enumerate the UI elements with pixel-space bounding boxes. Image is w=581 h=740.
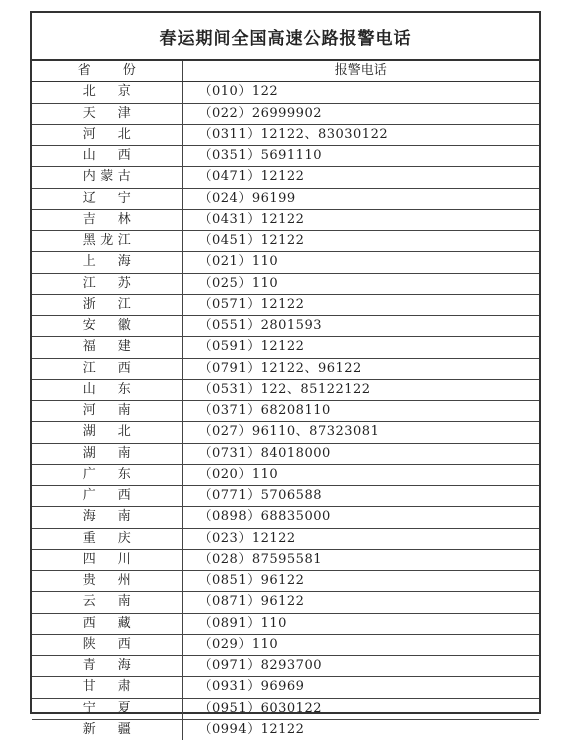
table-row (32, 613, 539, 634)
province-cell (32, 507, 182, 528)
province-cell (32, 719, 182, 740)
province-cell (32, 571, 182, 592)
table-header-row (32, 61, 539, 82)
province-name: 新 疆 (82, 721, 131, 737)
phone-cell: （0591）12122 (182, 337, 539, 358)
province-name: 吉 林 (82, 211, 131, 227)
phone-cell: （0791）12122、96122 (182, 358, 539, 379)
table-row (32, 316, 539, 337)
table-row (32, 273, 539, 294)
table-row (32, 146, 539, 167)
province-cell (32, 634, 182, 655)
table-row (32, 528, 539, 549)
table-row (32, 592, 539, 613)
province-name: 黑龙江 (82, 233, 131, 249)
phone-cell: （029）110 (182, 634, 539, 655)
phone-table-document (30, 11, 541, 737)
table-row (32, 698, 539, 719)
phone-cell: （0571）12122 (182, 294, 539, 315)
table-row (32, 571, 539, 592)
table-row (32, 634, 539, 655)
province-name: 湖 北 (82, 424, 131, 440)
province-name: 安 徽 (82, 318, 131, 334)
province-cell (32, 443, 182, 464)
province-name: 河 北 (82, 126, 131, 142)
province-cell (32, 379, 182, 400)
phone-cell: （0951）6030122 (182, 698, 539, 719)
page-title: 春运期间全国高速公路报警电话 (32, 13, 539, 61)
phone-cell: （0771）5706588 (182, 486, 539, 507)
province-cell (32, 422, 182, 443)
province-name: 海 南 (82, 509, 131, 525)
table-row (32, 103, 539, 124)
province-cell (32, 316, 182, 337)
table-row (32, 677, 539, 698)
province-name: 天 津 (82, 105, 131, 121)
phone-cell: （0311）12122、83030122 (182, 124, 539, 145)
table-row (32, 337, 539, 358)
province-cell (32, 528, 182, 549)
province-cell (32, 167, 182, 188)
phone-cell: （0471）12122 (182, 167, 539, 188)
phone-cell: （0351）5691110 (182, 146, 539, 167)
table-row (32, 464, 539, 485)
table-row (32, 443, 539, 464)
table-row (32, 401, 539, 422)
table-row (32, 719, 539, 740)
province-name: 青 海 (82, 658, 131, 674)
phone-cell: （010）122 (182, 82, 539, 103)
phone-cell: （024）96199 (182, 188, 539, 209)
province-cell (32, 401, 182, 422)
table-body (32, 82, 539, 740)
province-name: 江 西 (82, 360, 131, 376)
table-row (32, 209, 539, 230)
province-name: 广 东 (82, 466, 131, 482)
province-name: 甘 肃 (82, 679, 131, 695)
province-name: 山 西 (82, 148, 131, 164)
province-cell (32, 188, 182, 209)
phone-cell: （0551）2801593 (182, 316, 539, 337)
province-name: 广 西 (82, 488, 131, 504)
province-name: 湖 南 (82, 445, 131, 461)
province-cell (32, 358, 182, 379)
province-cell (32, 209, 182, 230)
table-row (32, 188, 539, 209)
phone-cell: （028）87595581 (182, 549, 539, 570)
province-name: 河 南 (82, 403, 131, 419)
phone-cell: （023）12122 (182, 528, 539, 549)
table-row (32, 252, 539, 273)
province-cell (32, 82, 182, 103)
table-row (32, 656, 539, 677)
province-name: 福 建 (82, 339, 131, 355)
province-cell (32, 486, 182, 507)
table-row (32, 124, 539, 145)
province-cell (32, 592, 182, 613)
phone-cell: （0971）8293700 (182, 656, 539, 677)
table-row (32, 422, 539, 443)
province-name: 四 川 (82, 551, 131, 567)
phone-cell: （0731）84018000 (182, 443, 539, 464)
table-row (32, 231, 539, 252)
phone-cell: （0931）96969 (182, 677, 539, 698)
province-cell (32, 656, 182, 677)
province-cell (32, 549, 182, 570)
phone-cell: （0531）122、85122122 (182, 379, 539, 400)
province-name: 上 海 (82, 254, 131, 270)
phone-cell: （0871）96122 (182, 592, 539, 613)
phone-cell: （0451）12122 (182, 231, 539, 252)
province-name: 云 南 (82, 594, 131, 610)
province-cell (32, 337, 182, 358)
phone-cell: （0898）68835000 (182, 507, 539, 528)
province-cell (32, 124, 182, 145)
table-row (32, 379, 539, 400)
phone-cell: （025）110 (182, 273, 539, 294)
phone-cell: （0994）12122 (198, 721, 305, 737)
province-name: 江 苏 (82, 275, 131, 291)
phone-cell: （022）26999902 (182, 103, 539, 124)
phone-cell: （0851）96122 (182, 571, 539, 592)
province-cell (32, 464, 182, 485)
province-name: 内蒙古 (82, 169, 131, 185)
phone-cell: （020）110 (182, 464, 539, 485)
province-name: 宁 夏 (82, 700, 131, 716)
province-name: 浙 江 (82, 296, 131, 312)
table-row (32, 167, 539, 188)
column-header-province: 省 份 (32, 61, 182, 82)
province-cell (32, 613, 182, 634)
table-row (32, 294, 539, 315)
table-row (32, 507, 539, 528)
province-cell (32, 294, 182, 315)
province-cell (32, 231, 182, 252)
table-row (32, 486, 539, 507)
province-name: 贵 州 (82, 573, 131, 589)
phone-cell: （0431）12122 (182, 209, 539, 230)
province-cell (32, 677, 182, 698)
phone-cell: （0891）110 (182, 613, 539, 634)
province-cell (32, 252, 182, 273)
province-cell (32, 698, 182, 719)
province-name: 重 庆 (82, 530, 131, 546)
province-name: 陕 西 (82, 636, 131, 652)
province-name: 北 京 (82, 84, 131, 100)
table-row (32, 549, 539, 570)
phone-cell: （0371）68208110 (182, 401, 539, 422)
phone-cell: （027）96110、87323081 (182, 422, 539, 443)
table-row (32, 82, 539, 103)
province-name: 山 东 (82, 381, 131, 397)
column-header-phone: 报警电话 (182, 61, 539, 82)
province-cell (32, 273, 182, 294)
phone-table (32, 61, 539, 740)
phone-cell: （021）110 (182, 252, 539, 273)
province-name: 西 藏 (82, 615, 131, 631)
province-cell (32, 103, 182, 124)
table-row (32, 358, 539, 379)
province-cell (32, 146, 182, 167)
province-name: 辽 宁 (82, 190, 131, 206)
